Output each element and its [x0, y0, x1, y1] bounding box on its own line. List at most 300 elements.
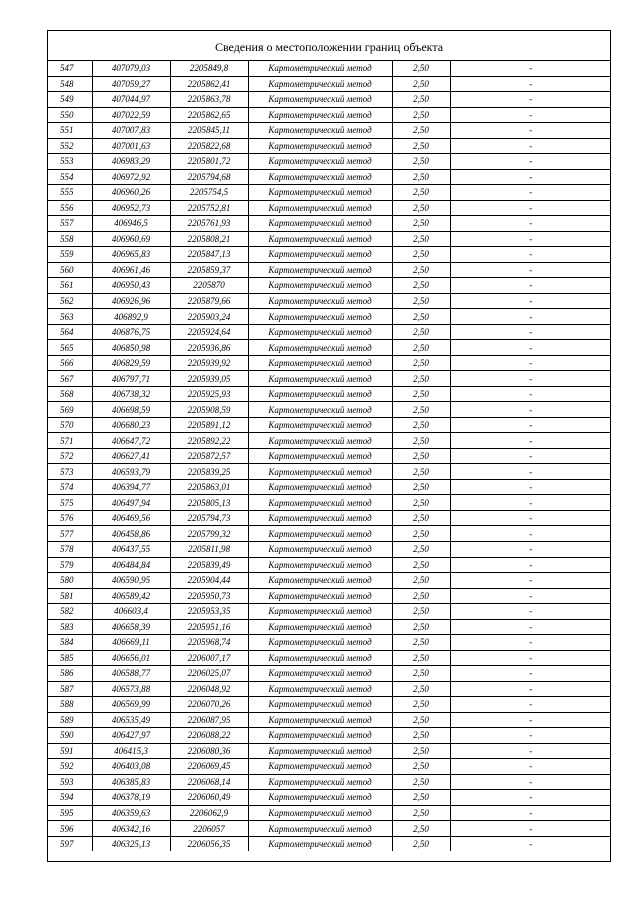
- description-cell: -: [450, 650, 611, 666]
- table-row: [48, 61, 611, 76]
- table-row: [48, 743, 611, 759]
- y-coordinate-cell: 2205801,72: [170, 154, 248, 170]
- description-cell: -: [450, 821, 611, 837]
- y-coordinate-cell: 2205936,86: [170, 340, 248, 356]
- method-cell: Картометрический метод: [248, 107, 392, 123]
- accuracy-cell: 2,50: [392, 526, 450, 542]
- table-row: [48, 588, 611, 604]
- point-number-cell: 577: [48, 526, 92, 542]
- method-cell: Картометрический метод: [248, 510, 392, 526]
- table-row: [48, 185, 611, 201]
- point-number-cell: 588: [48, 697, 92, 713]
- x-coordinate-cell: 406569,99: [92, 697, 170, 713]
- boundary-table-frame: [47, 30, 611, 862]
- point-number-cell: 581: [48, 588, 92, 604]
- description-cell: -: [450, 231, 611, 247]
- accuracy-cell: 2,50: [392, 759, 450, 775]
- y-coordinate-cell: 2206068,14: [170, 774, 248, 790]
- y-coordinate-cell: 2206062,9: [170, 805, 248, 821]
- point-number-cell: 549: [48, 92, 92, 108]
- y-coordinate-cell: 2206080,36: [170, 743, 248, 759]
- method-cell: Картометрический метод: [248, 464, 392, 480]
- x-coordinate-cell: 406738,32: [92, 386, 170, 402]
- table-row: [48, 541, 611, 557]
- x-coordinate-cell: 406656,01: [92, 650, 170, 666]
- table-row: [48, 355, 611, 371]
- y-coordinate-cell: 2206060,49: [170, 790, 248, 806]
- y-coordinate-cell: 2205794,73: [170, 510, 248, 526]
- accuracy-cell: 2,50: [392, 61, 450, 76]
- table-row: [48, 92, 611, 108]
- x-coordinate-cell: 407007,83: [92, 123, 170, 139]
- accuracy-cell: 2,50: [392, 619, 450, 635]
- accuracy-cell: 2,50: [392, 231, 450, 247]
- x-coordinate-cell: 407059,27: [92, 76, 170, 92]
- y-coordinate-cell: 2205924,64: [170, 324, 248, 340]
- table-row: [48, 619, 611, 635]
- y-coordinate-cell: 2205863,01: [170, 479, 248, 495]
- table-row: [48, 759, 611, 775]
- description-cell: -: [450, 200, 611, 216]
- method-cell: Картометрический метод: [248, 573, 392, 589]
- point-number-cell: 557: [48, 216, 92, 232]
- point-number-cell: 575: [48, 495, 92, 511]
- accuracy-cell: 2,50: [392, 588, 450, 604]
- method-cell: Картометрический метод: [248, 774, 392, 790]
- accuracy-cell: 2,50: [392, 666, 450, 682]
- accuracy-cell: 2,50: [392, 635, 450, 651]
- description-cell: -: [450, 371, 611, 387]
- point-number-cell: 579: [48, 557, 92, 573]
- table-row: [48, 573, 611, 589]
- description-cell: -: [450, 464, 611, 480]
- y-coordinate-cell: 2205968,74: [170, 635, 248, 651]
- method-cell: Картометрический метод: [248, 92, 392, 108]
- table-row: [48, 821, 611, 837]
- table-row: [48, 774, 611, 790]
- point-number-cell: 548: [48, 76, 92, 92]
- coordinates-table: [48, 61, 611, 851]
- table-row: [48, 417, 611, 433]
- x-coordinate-cell: 406647,72: [92, 433, 170, 449]
- accuracy-cell: 2,50: [392, 712, 450, 728]
- y-coordinate-cell: 2205822,68: [170, 138, 248, 154]
- method-cell: Картометрический метод: [248, 216, 392, 232]
- table-row: [48, 216, 611, 232]
- point-number-cell: 596: [48, 821, 92, 837]
- y-coordinate-cell: 2206088,22: [170, 728, 248, 744]
- table-row: [48, 123, 611, 139]
- point-number-cell: 551: [48, 123, 92, 139]
- point-number-cell: 566: [48, 355, 92, 371]
- y-coordinate-cell: 2205805,13: [170, 495, 248, 511]
- accuracy-cell: 2,50: [392, 433, 450, 449]
- method-cell: Картометрический метод: [248, 743, 392, 759]
- y-coordinate-cell: 2205839,25: [170, 464, 248, 480]
- table-row: [48, 697, 611, 713]
- description-cell: -: [450, 573, 611, 589]
- y-coordinate-cell: 2205761,93: [170, 216, 248, 232]
- y-coordinate-cell: 2205904,44: [170, 573, 248, 589]
- method-cell: Картометрический метод: [248, 635, 392, 651]
- description-cell: -: [450, 448, 611, 464]
- y-coordinate-cell: 2206056,35: [170, 836, 248, 851]
- point-number-cell: 556: [48, 200, 92, 216]
- x-coordinate-cell: 407001,63: [92, 138, 170, 154]
- description-cell: -: [450, 557, 611, 573]
- x-coordinate-cell: 406535,49: [92, 712, 170, 728]
- point-number-cell: 578: [48, 541, 92, 557]
- description-cell: -: [450, 479, 611, 495]
- x-coordinate-cell: 406960,26: [92, 185, 170, 201]
- point-number-cell: 568: [48, 386, 92, 402]
- description-cell: -: [450, 92, 611, 108]
- point-number-cell: 597: [48, 836, 92, 851]
- accuracy-cell: 2,50: [392, 836, 450, 851]
- accuracy-cell: 2,50: [392, 495, 450, 511]
- accuracy-cell: 2,50: [392, 728, 450, 744]
- method-cell: Картометрический метод: [248, 386, 392, 402]
- y-coordinate-cell: 2206048,92: [170, 681, 248, 697]
- description-cell: -: [450, 61, 611, 76]
- accuracy-cell: 2,50: [392, 216, 450, 232]
- accuracy-cell: 2,50: [392, 76, 450, 92]
- accuracy-cell: 2,50: [392, 774, 450, 790]
- table-row: [48, 169, 611, 185]
- x-coordinate-cell: 406797,71: [92, 371, 170, 387]
- point-number-cell: 571: [48, 433, 92, 449]
- y-coordinate-cell: 2206069,45: [170, 759, 248, 775]
- table-row: [48, 448, 611, 464]
- x-coordinate-cell: 406680,23: [92, 417, 170, 433]
- description-cell: -: [450, 712, 611, 728]
- x-coordinate-cell: 406892,9: [92, 309, 170, 325]
- table-row: [48, 231, 611, 247]
- accuracy-cell: 2,50: [392, 790, 450, 806]
- accuracy-cell: 2,50: [392, 309, 450, 325]
- accuracy-cell: 2,50: [392, 169, 450, 185]
- y-coordinate-cell: 2205953,35: [170, 604, 248, 620]
- point-number-cell: 582: [48, 604, 92, 620]
- description-cell: -: [450, 743, 611, 759]
- table-row: [48, 340, 611, 356]
- x-coordinate-cell: 406469,56: [92, 510, 170, 526]
- point-number-cell: 586: [48, 666, 92, 682]
- table-row: [48, 309, 611, 325]
- method-cell: Картометрический метод: [248, 728, 392, 744]
- table-row: [48, 107, 611, 123]
- description-cell: -: [450, 76, 611, 92]
- point-number-cell: 585: [48, 650, 92, 666]
- method-cell: Картометрический метод: [248, 278, 392, 294]
- description-cell: -: [450, 495, 611, 511]
- point-number-cell: 592: [48, 759, 92, 775]
- x-coordinate-cell: 406437,55: [92, 541, 170, 557]
- table-row: [48, 604, 611, 620]
- table-row: [48, 510, 611, 526]
- method-cell: Картометрический метод: [248, 262, 392, 278]
- point-number-cell: 590: [48, 728, 92, 744]
- y-coordinate-cell: 2205939,92: [170, 355, 248, 371]
- accuracy-cell: 2,50: [392, 650, 450, 666]
- point-number-cell: 565: [48, 340, 92, 356]
- y-coordinate-cell: 2205799,32: [170, 526, 248, 542]
- accuracy-cell: 2,50: [392, 262, 450, 278]
- point-number-cell: 576: [48, 510, 92, 526]
- x-coordinate-cell: 406359,63: [92, 805, 170, 821]
- accuracy-cell: 2,50: [392, 681, 450, 697]
- x-coordinate-cell: 406403,08: [92, 759, 170, 775]
- y-coordinate-cell: 2205891,12: [170, 417, 248, 433]
- method-cell: Картометрический метод: [248, 805, 392, 821]
- point-number-cell: 555: [48, 185, 92, 201]
- x-coordinate-cell: 406497,94: [92, 495, 170, 511]
- x-coordinate-cell: 406950,43: [92, 278, 170, 294]
- accuracy-cell: 2,50: [392, 743, 450, 759]
- method-cell: Картометрический метод: [248, 293, 392, 309]
- y-coordinate-cell: 2205859,37: [170, 262, 248, 278]
- table-row: [48, 247, 611, 263]
- x-coordinate-cell: 406972,92: [92, 169, 170, 185]
- point-number-cell: 591: [48, 743, 92, 759]
- point-number-cell: 550: [48, 107, 92, 123]
- accuracy-cell: 2,50: [392, 355, 450, 371]
- x-coordinate-cell: 406593,79: [92, 464, 170, 480]
- accuracy-cell: 2,50: [392, 247, 450, 263]
- y-coordinate-cell: 2205925,93: [170, 386, 248, 402]
- accuracy-cell: 2,50: [392, 340, 450, 356]
- point-number-cell: 558: [48, 231, 92, 247]
- description-cell: -: [450, 635, 611, 651]
- description-cell: -: [450, 169, 611, 185]
- description-cell: -: [450, 247, 611, 263]
- x-coordinate-cell: 406983,29: [92, 154, 170, 170]
- table-row: [48, 805, 611, 821]
- accuracy-cell: 2,50: [392, 138, 450, 154]
- y-coordinate-cell: 2205811,98: [170, 541, 248, 557]
- description-cell: -: [450, 619, 611, 635]
- accuracy-cell: 2,50: [392, 541, 450, 557]
- y-coordinate-cell: 2205908,59: [170, 402, 248, 418]
- description-cell: -: [450, 541, 611, 557]
- description-cell: -: [450, 278, 611, 294]
- description-cell: -: [450, 681, 611, 697]
- accuracy-cell: 2,50: [392, 324, 450, 340]
- description-cell: -: [450, 697, 611, 713]
- point-number-cell: 564: [48, 324, 92, 340]
- method-cell: Картометрический метод: [248, 371, 392, 387]
- method-cell: Картометрический метод: [248, 557, 392, 573]
- accuracy-cell: 2,50: [392, 805, 450, 821]
- table-title: Сведения о местоположении границ объекта: [48, 31, 610, 61]
- description-cell: -: [450, 805, 611, 821]
- x-coordinate-cell: 406876,75: [92, 324, 170, 340]
- description-cell: -: [450, 185, 611, 201]
- y-coordinate-cell: 2205872,57: [170, 448, 248, 464]
- y-coordinate-cell: 2205847,13: [170, 247, 248, 263]
- table-row: [48, 635, 611, 651]
- table-row: [48, 402, 611, 418]
- method-cell: Картометрический метод: [248, 588, 392, 604]
- point-number-cell: 562: [48, 293, 92, 309]
- x-coordinate-cell: 406603,4: [92, 604, 170, 620]
- point-number-cell: 589: [48, 712, 92, 728]
- description-cell: -: [450, 510, 611, 526]
- x-coordinate-cell: 406926,96: [92, 293, 170, 309]
- x-coordinate-cell: 406394,77: [92, 479, 170, 495]
- table-row: [48, 154, 611, 170]
- y-coordinate-cell: 2205870: [170, 278, 248, 294]
- accuracy-cell: 2,50: [392, 154, 450, 170]
- y-coordinate-cell: 2205950,73: [170, 588, 248, 604]
- point-number-cell: 572: [48, 448, 92, 464]
- x-coordinate-cell: 406698,59: [92, 402, 170, 418]
- description-cell: -: [450, 588, 611, 604]
- description-cell: -: [450, 123, 611, 139]
- table-row: [48, 200, 611, 216]
- point-number-cell: 595: [48, 805, 92, 821]
- x-coordinate-cell: 406590,95: [92, 573, 170, 589]
- description-cell: -: [450, 107, 611, 123]
- y-coordinate-cell: 2205951,16: [170, 619, 248, 635]
- description-cell: -: [450, 324, 611, 340]
- y-coordinate-cell: 2205849,8: [170, 61, 248, 76]
- point-number-cell: 573: [48, 464, 92, 480]
- method-cell: Картометрический метод: [248, 402, 392, 418]
- x-coordinate-cell: 407044,97: [92, 92, 170, 108]
- accuracy-cell: 2,50: [392, 402, 450, 418]
- table-row: [48, 293, 611, 309]
- method-cell: Картометрический метод: [248, 340, 392, 356]
- table-row: [48, 681, 611, 697]
- method-cell: Картометрический метод: [248, 650, 392, 666]
- description-cell: -: [450, 728, 611, 744]
- method-cell: Картометрический метод: [248, 417, 392, 433]
- description-cell: -: [450, 774, 611, 790]
- point-number-cell: 584: [48, 635, 92, 651]
- method-cell: Картометрический метод: [248, 697, 392, 713]
- table-row: [48, 324, 611, 340]
- description-cell: -: [450, 262, 611, 278]
- y-coordinate-cell: 2206057: [170, 821, 248, 837]
- description-cell: -: [450, 433, 611, 449]
- table-row: [48, 262, 611, 278]
- x-coordinate-cell: 406961,46: [92, 262, 170, 278]
- description-cell: -: [450, 154, 611, 170]
- accuracy-cell: 2,50: [392, 123, 450, 139]
- point-number-cell: 583: [48, 619, 92, 635]
- y-coordinate-cell: 2205794,68: [170, 169, 248, 185]
- accuracy-cell: 2,50: [392, 557, 450, 573]
- accuracy-cell: 2,50: [392, 573, 450, 589]
- description-cell: -: [450, 836, 611, 851]
- x-coordinate-cell: 406627,41: [92, 448, 170, 464]
- y-coordinate-cell: 2205892,22: [170, 433, 248, 449]
- y-coordinate-cell: 2205903,24: [170, 309, 248, 325]
- method-cell: Картометрический метод: [248, 681, 392, 697]
- method-cell: Картометрический метод: [248, 154, 392, 170]
- method-cell: Картометрический метод: [248, 759, 392, 775]
- description-cell: -: [450, 138, 611, 154]
- table-row: [48, 495, 611, 511]
- accuracy-cell: 2,50: [392, 604, 450, 620]
- accuracy-cell: 2,50: [392, 200, 450, 216]
- y-coordinate-cell: 2205752,81: [170, 200, 248, 216]
- x-coordinate-cell: 406589,42: [92, 588, 170, 604]
- method-cell: Картометрический метод: [248, 355, 392, 371]
- y-coordinate-cell: 2206007,17: [170, 650, 248, 666]
- table-row: [48, 464, 611, 480]
- x-coordinate-cell: 407079,03: [92, 61, 170, 76]
- accuracy-cell: 2,50: [392, 107, 450, 123]
- table-row: [48, 479, 611, 495]
- method-cell: Картометрический метод: [248, 138, 392, 154]
- method-cell: Картометрический метод: [248, 185, 392, 201]
- method-cell: Картометрический метод: [248, 247, 392, 263]
- accuracy-cell: 2,50: [392, 448, 450, 464]
- table-row: [48, 836, 611, 851]
- description-cell: -: [450, 402, 611, 418]
- point-number-cell: 574: [48, 479, 92, 495]
- table-row: [48, 557, 611, 573]
- x-coordinate-cell: 406669,11: [92, 635, 170, 651]
- point-number-cell: 563: [48, 309, 92, 325]
- x-coordinate-cell: 406850,98: [92, 340, 170, 356]
- y-coordinate-cell: 2206070,26: [170, 697, 248, 713]
- description-cell: -: [450, 293, 611, 309]
- table-row: [48, 666, 611, 682]
- accuracy-cell: 2,50: [392, 821, 450, 837]
- point-number-cell: 594: [48, 790, 92, 806]
- x-coordinate-cell: 406946,5: [92, 216, 170, 232]
- y-coordinate-cell: 2205808,21: [170, 231, 248, 247]
- method-cell: Картометрический метод: [248, 61, 392, 76]
- method-cell: Картометрический метод: [248, 200, 392, 216]
- description-cell: -: [450, 604, 611, 620]
- x-coordinate-cell: 406484,84: [92, 557, 170, 573]
- point-number-cell: 554: [48, 169, 92, 185]
- description-cell: -: [450, 526, 611, 542]
- table-row: [48, 728, 611, 744]
- description-cell: -: [450, 355, 611, 371]
- x-coordinate-cell: 406427,97: [92, 728, 170, 744]
- accuracy-cell: 2,50: [392, 510, 450, 526]
- x-coordinate-cell: 406952,73: [92, 200, 170, 216]
- point-number-cell: 567: [48, 371, 92, 387]
- method-cell: Картометрический метод: [248, 526, 392, 542]
- y-coordinate-cell: 2206025,07: [170, 666, 248, 682]
- accuracy-cell: 2,50: [392, 92, 450, 108]
- description-cell: -: [450, 340, 611, 356]
- accuracy-cell: 2,50: [392, 293, 450, 309]
- y-coordinate-cell: 2205939,05: [170, 371, 248, 387]
- method-cell: Картометрический метод: [248, 309, 392, 325]
- table-row: [48, 138, 611, 154]
- accuracy-cell: 2,50: [392, 479, 450, 495]
- x-coordinate-cell: 406415,3: [92, 743, 170, 759]
- x-coordinate-cell: 406378,19: [92, 790, 170, 806]
- y-coordinate-cell: 2205879,66: [170, 293, 248, 309]
- x-coordinate-cell: 406342,16: [92, 821, 170, 837]
- x-coordinate-cell: 406658,39: [92, 619, 170, 635]
- method-cell: Картометрический метод: [248, 541, 392, 557]
- method-cell: Картометрический метод: [248, 448, 392, 464]
- method-cell: Картометрический метод: [248, 604, 392, 620]
- table-row: [48, 433, 611, 449]
- y-coordinate-cell: 2205754,5: [170, 185, 248, 201]
- x-coordinate-cell: 406573,88: [92, 681, 170, 697]
- method-cell: Картометрический метод: [248, 495, 392, 511]
